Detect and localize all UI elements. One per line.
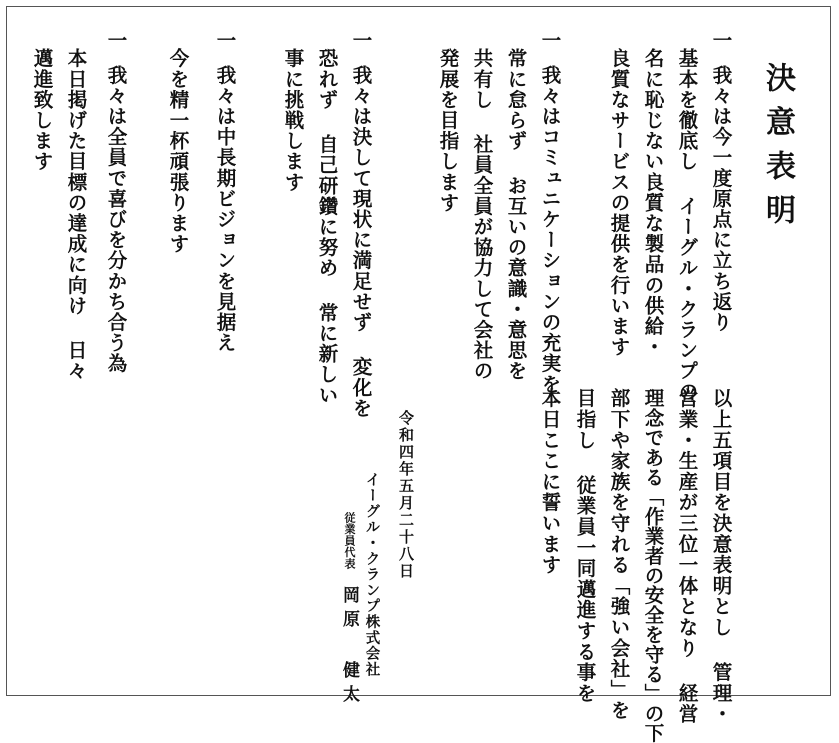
item-4-line-1: 一我々は中長期ビジョンを見据え <box>213 30 237 354</box>
document-frame <box>6 6 831 696</box>
item-2-line-4: 発展を目指します <box>436 48 460 213</box>
item-2-line-3: 共有し 社員全員が協力して会社の <box>470 48 494 382</box>
item-3-line-3: 事に挑戦します <box>281 48 305 193</box>
declaration-line-6: 本日ここに誓います <box>538 388 562 576</box>
item-bullet: 一 <box>213 30 237 51</box>
item-1-line-2: 基本を徹底し イーグル・クランプの <box>675 48 699 402</box>
signature-date: 令和四年五月二十八日 <box>397 410 415 580</box>
item-1-line-3: 名に恥じない良質な製品の供給・ <box>641 48 665 357</box>
item-bullet: 一 <box>349 30 373 51</box>
item-2-line-2: 常に怠らず お互いの意識・意思を <box>504 48 528 382</box>
item-2-line-1: 一我々はコミュニケーションの充実を <box>538 30 562 395</box>
item-6-line-2: 本日掲げた目標の達成に向け 日々 <box>64 48 88 382</box>
item-1-line-4: 良質なサービスの提供を行います <box>607 48 631 357</box>
signature-role: 従業員代表 <box>343 512 356 570</box>
item-6-line-3: 邁進致します <box>30 48 54 172</box>
item-bullet: 一 <box>538 30 562 51</box>
signature-name: 岡原 健太 <box>339 586 359 709</box>
item-3-line-2: 恐れず 自己研鑽に努め 常に新しい <box>315 48 339 406</box>
item-3-line-1: 一我々は決して現状に満足せず 変化を <box>349 30 373 419</box>
declaration-line-1: 以上五項目を決意表明とし 管理・ <box>709 388 733 725</box>
document-title: 決意表明 <box>760 62 795 238</box>
item-5-line-1: 今を精一杯頑張ります <box>166 48 190 254</box>
declaration-line-5: 目指し 従業員一同邁進する事を <box>573 388 597 704</box>
item-1-line-1: 一我々は今一度原点に立ち返り <box>709 30 733 333</box>
declaration-line-2: 営業・生産が三位一体となり 経営 <box>675 388 699 725</box>
signature-company: イーグル・クランプ株式会社 <box>363 472 381 678</box>
item-6-line-1: 一我々は全員で喜びを分かち合う為 <box>104 30 128 374</box>
declaration-line-4: 部下や家族を守れる「強い会社」を <box>607 388 631 721</box>
item-bullet: 一 <box>104 30 128 51</box>
item-bullet: 一 <box>709 30 733 51</box>
declaration-line-3: 理念である「作業者の安全を守る」の下 <box>641 388 665 743</box>
